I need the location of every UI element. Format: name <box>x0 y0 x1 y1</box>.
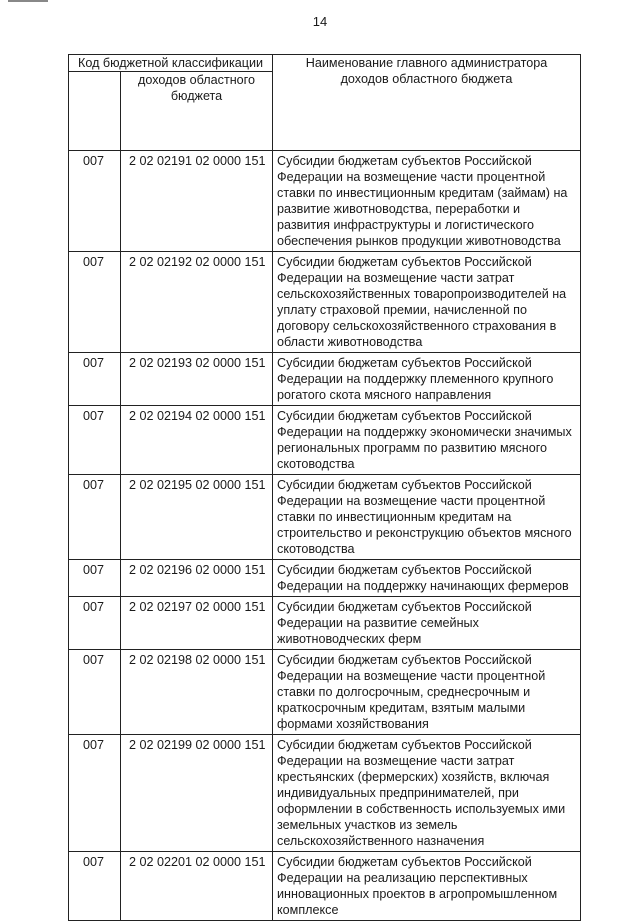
table-row <box>69 597 581 650</box>
header-revenue-code: доходов областного бюджета <box>121 72 273 151</box>
revenue-code-cell: 2 02 02199 02 0000 151 <box>121 735 273 852</box>
revenue-code-cell: 2 02 02198 02 0000 151 <box>121 650 273 735</box>
admin-code-cell: 007 <box>69 151 121 252</box>
admin-code-cell: 007 <box>69 353 121 406</box>
admin-code-cell: 007 <box>69 560 121 597</box>
table-row <box>69 151 581 252</box>
table-row <box>69 560 581 597</box>
admin-code-cell: 007 <box>69 597 121 650</box>
revenue-code-cell: 2 02 02194 02 0000 151 <box>121 406 273 475</box>
administrator-name-cell: Субсидии бюджетам субъектов Российской Федерации на возмещение части затрат сельскохозяйственных товаропроизводителей на уплату страховой премии, начисленной по договору сельскохозяйственного страхования в области животноводства <box>273 252 581 353</box>
administrator-name-cell: Субсидии бюджетам субъектов Российской Федерации на возмещение части процентной ставки по инвестиционным кредитам (займам) на развитие животноводства, переработки и развития инфраструктуры и логистического обеспечения рынков продукции животноводства <box>273 151 581 252</box>
administrator-name-cell: Субсидии бюджетам субъектов Российской Федерации на реализацию перспективных инновационных проектов в агропромышленном комплексе <box>273 852 581 921</box>
table-row <box>69 475 581 560</box>
admin-code-cell: 007 <box>69 650 121 735</box>
table-body <box>69 151 581 921</box>
revenue-code-cell: 2 02 02192 02 0000 151 <box>121 252 273 353</box>
revenue-code-cell: 2 02 02197 02 0000 151 <box>121 597 273 650</box>
table-row <box>69 852 581 921</box>
revenue-code-cell: 2 02 02195 02 0000 151 <box>121 475 273 560</box>
admin-code-cell: 007 <box>69 252 121 353</box>
header-admin-blank <box>69 72 121 151</box>
admin-code-cell: 007 <box>69 852 121 921</box>
page-number: 14 <box>312 14 328 29</box>
revenue-code-cell: 2 02 02193 02 0000 151 <box>121 353 273 406</box>
budget-classification-table <box>68 54 581 921</box>
table-row <box>69 650 581 735</box>
revenue-code-cell: 2 02 02201 02 0000 151 <box>121 852 273 921</box>
header-budget-classification-code: Код бюджетной классификации <box>69 55 273 72</box>
table-row <box>69 406 581 475</box>
admin-code-cell: 007 <box>69 406 121 475</box>
revenue-code-cell: 2 02 02191 02 0000 151 <box>121 151 273 252</box>
table-row <box>69 735 581 852</box>
admin-code-cell: 007 <box>69 475 121 560</box>
administrator-name-cell: Субсидии бюджетам субъектов Российской Федерации на развитие семейных животноводческих ферм <box>273 597 581 650</box>
administrator-name-cell: Субсидии бюджетам субъектов Российской Федерации на поддержку экономически значимых региональных программ по развитию мясного скотоводства <box>273 406 581 475</box>
administrator-name-cell: Субсидии бюджетам субъектов Российской Федерации на поддержку начинающих фермеров <box>273 560 581 597</box>
administrator-name-cell: Субсидии бюджетам субъектов Российской Федерации на возмещение части процентной ставки по долгосрочным, среднесрочным и краткосрочным кредитам, взятым малыми формами хозяйствования <box>273 650 581 735</box>
administrator-name-cell: Субсидии бюджетам субъектов Российской Федерации на возмещение части затрат крестьянских (фермерских) хозяйств, включая индивидуальных предпринимателей, при оформлении в собственность используемых ими земельных участков из земель сельскохозяйственного назначения <box>273 735 581 852</box>
table-row <box>69 252 581 353</box>
header-administrator-name: Наименование главного администратора доходов областного бюджета <box>273 55 581 151</box>
administrator-name-cell: Субсидии бюджетам субъектов Российской Федерации на возмещение части процентной ставки по инвестиционным кредитам на строительство и реконструкцию объектов мясного скотоводства <box>273 475 581 560</box>
administrator-name-cell: Субсидии бюджетам субъектов Российской Федерации на поддержку племенного крупного рогатого скота мясного направления <box>273 353 581 406</box>
revenue-code-cell: 2 02 02196 02 0000 151 <box>121 560 273 597</box>
table-row <box>69 353 581 406</box>
scan-edge-mark <box>8 0 48 2</box>
admin-code-cell: 007 <box>69 735 121 852</box>
